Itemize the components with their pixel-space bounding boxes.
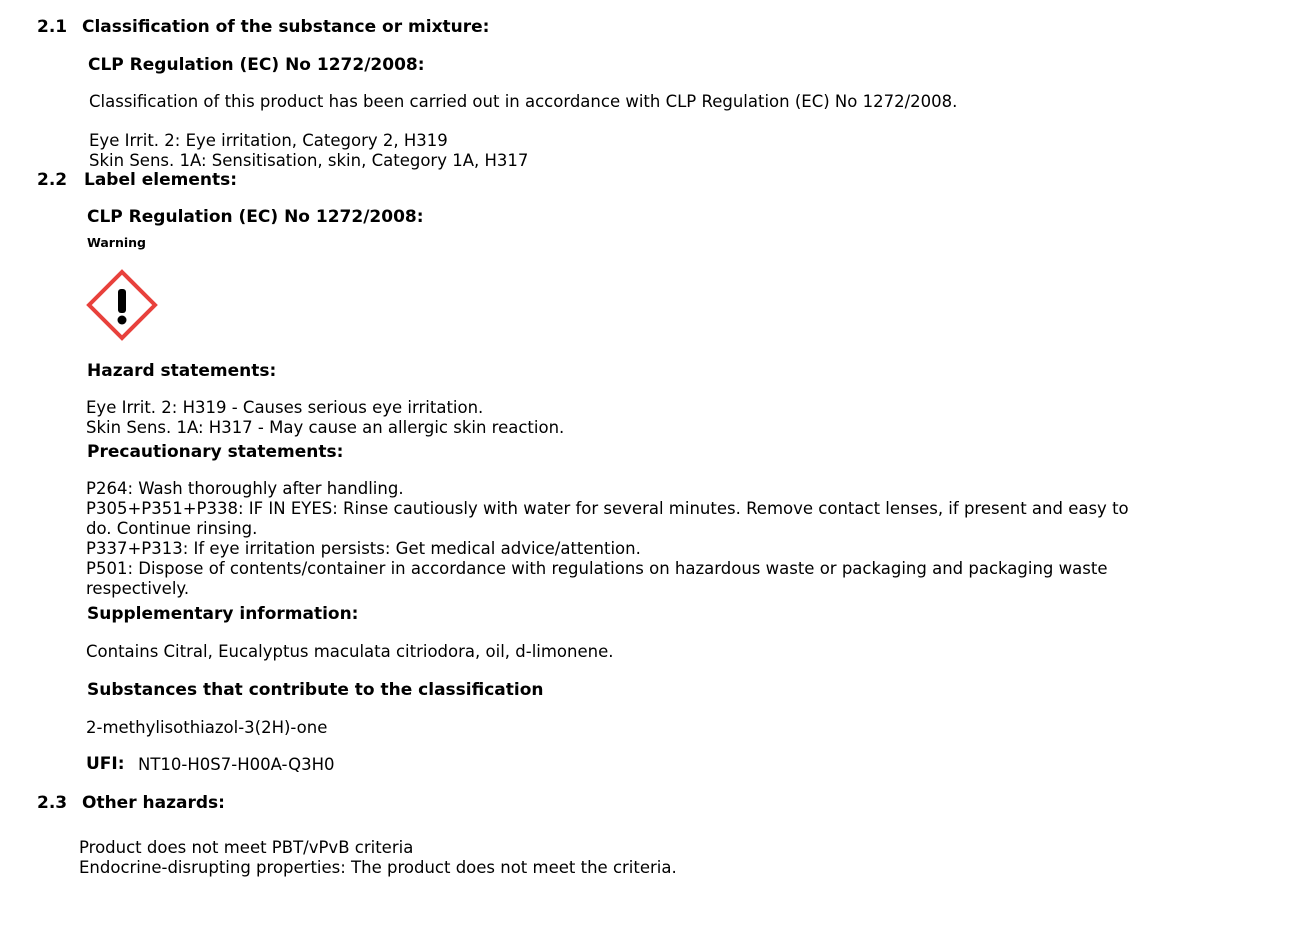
section-2-1-title: Classification of the substance or mixture: bbox=[82, 17, 490, 37]
clp-heading-2-1: CLP Regulation (EC) No 1272/2008: bbox=[88, 55, 425, 75]
other-hazard-line: Product does not meet PBT/vPvB criteria bbox=[79, 838, 414, 857]
section-2-3-title: Other hazards: bbox=[82, 793, 225, 813]
classification-item: Skin Sens. 1A: Sensitisation, skin, Category 1A, H317 bbox=[89, 151, 529, 170]
section-2-1-number: 2.1 bbox=[37, 17, 68, 37]
precaution-line: P337+P313: If eye irritation persists: Get medical advice/attention. bbox=[86, 539, 641, 558]
precaution-heading: Precautionary statements: bbox=[87, 442, 344, 462]
contrib-substance: 2-methylisothiazol-3(2H)-one bbox=[86, 718, 328, 737]
section-2-2-number: 2.2 bbox=[37, 170, 68, 190]
classification-intro: Classification of this product has been carried out in accordance with CLP Regulation (EC) No 1272/2008. bbox=[89, 92, 958, 111]
precautionary-statements bbox=[86, 479, 1129, 599]
precaution-line: P501: Dispose of contents/container in accordance with regulations on hazardous waste or packaging and packaging waste bbox=[86, 559, 1108, 578]
hazard-statement: Eye Irrit. 2: H319 - Causes serious eye irritation. bbox=[86, 398, 484, 417]
ufi-label: UFI: bbox=[86, 754, 125, 774]
supplementary-text: Contains Citral, Eucalyptus maculata citriodora, oil, d-limonene. bbox=[86, 642, 614, 661]
exclamation-mark-ghs07-icon bbox=[86, 269, 158, 341]
hazard-statement: Skin Sens. 1A: H317 - May cause an allergic skin reaction. bbox=[86, 418, 565, 437]
hazard-heading: Hazard statements: bbox=[87, 361, 277, 381]
classification-list bbox=[89, 131, 528, 171]
signal-word: Warning bbox=[87, 235, 146, 250]
classification-item: Eye Irrit. 2: Eye irritation, Category 2, H319 bbox=[89, 131, 448, 150]
ufi-value: NT10-H0S7-H00A-Q3H0 bbox=[138, 755, 335, 774]
contrib-heading: Substances that contribute to the classification bbox=[87, 680, 544, 700]
hazard-statements bbox=[86, 398, 564, 438]
clp-heading-2-2: CLP Regulation (EC) No 1272/2008: bbox=[87, 207, 424, 227]
section-2-2-title: Label elements: bbox=[84, 170, 238, 190]
precaution-line: respectively. bbox=[86, 579, 190, 598]
other-hazard-line: Endocrine-disrupting properties: The product does not meet the criteria. bbox=[79, 858, 677, 877]
supplementary-heading: Supplementary information: bbox=[87, 604, 359, 624]
section-2-3-number: 2.3 bbox=[37, 793, 68, 813]
precaution-line: P305+P351+P338: IF IN EYES: Rinse cautiously with water for several minutes. Remove contact lenses, if present and easy to bbox=[86, 499, 1129, 518]
other-hazards bbox=[79, 838, 677, 948]
precaution-line: do. Continue rinsing. bbox=[86, 519, 258, 538]
precaution-line: P264: Wash thoroughly after handling. bbox=[86, 479, 404, 498]
